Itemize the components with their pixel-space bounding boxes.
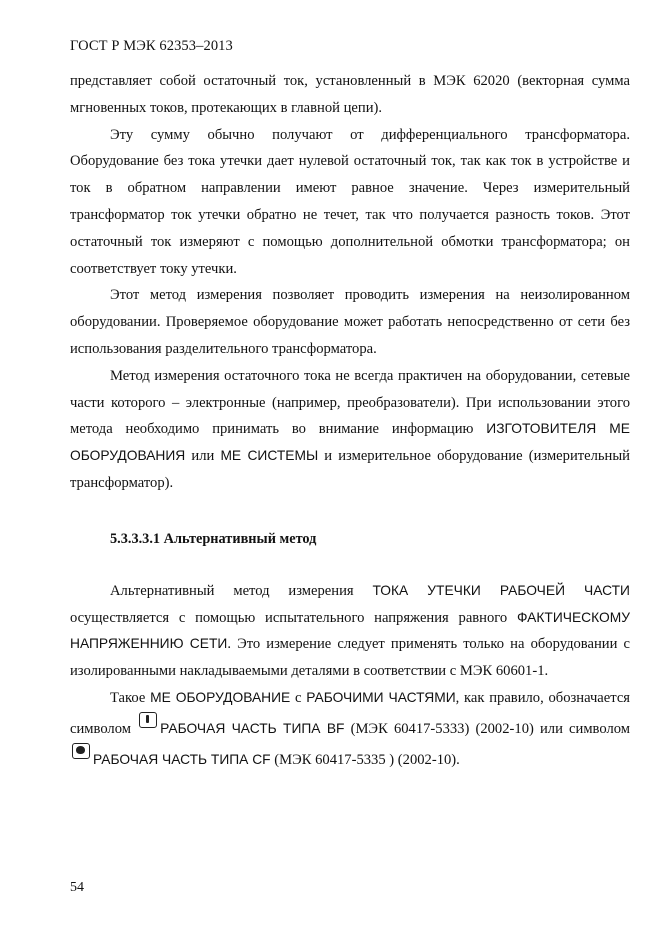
paragraph-5-text-c: . Это измерение следует применять только на оборудовании с изолированными накладываемыми деталями в соответствии с МЭК 60601-1. [70, 636, 630, 680]
type-bf-applied-part-icon [139, 712, 157, 728]
paragraph-4-term-1: ИЗГОТОВИТЕЛЯ МЕ ОБОРУДОВАНИЯ [70, 421, 630, 464]
paragraph-6-text-e: (МЭК 60417-5335 ) (2002-10). [270, 751, 460, 768]
paragraph-6 [70, 685, 630, 773]
paragraph-6-text-a: Такое [110, 689, 151, 706]
paragraph-4 [70, 363, 630, 497]
paragraph-6-term-2: РАБОЧИМИ ЧАСТЯМИ [306, 689, 456, 705]
paragraph-6-text-c: , как правило, обозначается символом [70, 689, 631, 737]
paragraph-6-term-1: МЕ ОБОРУДОВАНИЕ [150, 689, 291, 705]
paragraph-1: представляет собой остаточный ток, установленный в МЭК 62020 (векторная сумма мгновенных токов, протекающих в главной цепи). [70, 73, 630, 116]
paragraph-6-term-4: РАБОЧАЯ ЧАСТЬ ТИПА CF [93, 751, 271, 767]
paragraph-6-text-d: (МЭК 60417-5333) (2002-10) или символом [344, 720, 630, 737]
document-body [70, 68, 630, 773]
paragraph-5-text-b: осуществляется с помощью испытательного напряжения равного [70, 609, 517, 626]
paragraph-3: Этот метод измерения позволяет проводить измерения на неизолированном оборудовании. Проверяемое оборудование может работать непосредственно от сети без использования разделительного трансформатора. [70, 287, 630, 357]
paragraph-5-text-a: Альтернативный метод измерения [110, 582, 373, 599]
paragraph-5-term-2: ФАКТИЧЕСКОМУ НАПРЯЖЕННИЮ СЕТИ [70, 609, 630, 652]
paragraph-4-text-a: Метод измерения остаточного тока не всегда практичен на оборудовании, сетевые части которого – электронные (например, преобразователи). При использовании этого метода необходимо принимать во внимание информацию [70, 367, 630, 438]
section-heading: 5.3.3.3.1 Альтернативный метод [110, 530, 317, 547]
paragraph-5 [70, 578, 630, 685]
paragraph-6-text-b: с [290, 689, 307, 706]
document-header: ГОСТ Р МЭК 62353–2013 [70, 38, 233, 54]
page-number: 54 [70, 880, 84, 895]
paragraph-6-term-3: РАБОЧАЯ ЧАСТЬ ТИПА BF [160, 720, 345, 736]
paragraph-4-term-2: МЕ СИСТЕМЫ [220, 448, 319, 464]
paragraph-2: Эту сумму обычно получают от дифференциального трансформатора. Оборудование без тока утечки дает нулевой остаточный ток, так как ток в устройстве и ток в обратном направлении имеют равное значение. Через измерительный трансформатор ток утечки обратно не течет, так что получается разность токов. Этот остаточный ток измеряют с помощью дополнительной обмотки трансформатора; он соответствует току утечки. [70, 126, 630, 277]
paragraph-5-term-1: ТОКА УТЕЧКИ РАБОЧЕЙ ЧАСТИ [372, 582, 630, 598]
type-cf-applied-part-icon [72, 743, 90, 759]
paragraph-4-text-b: или [185, 448, 221, 465]
paragraph-4-text-c: и измерительное оборудование (измерительный трансформатор). [70, 448, 630, 491]
